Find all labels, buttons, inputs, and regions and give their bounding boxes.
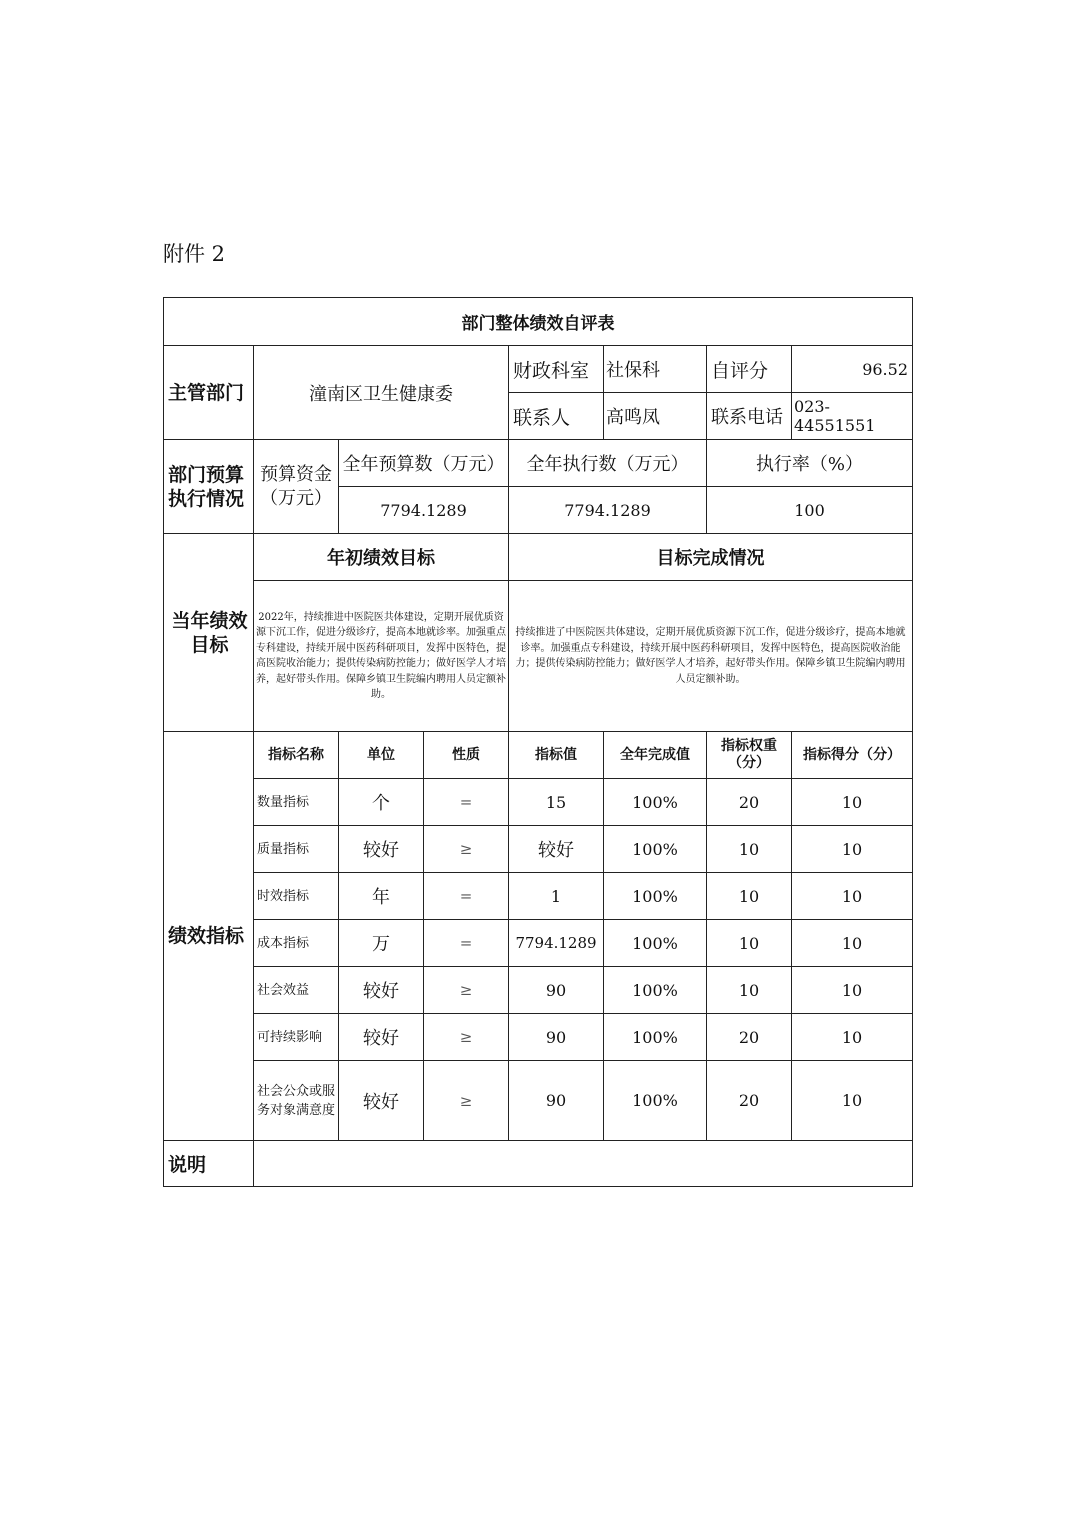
- indicator-name: 可持续影响: [254, 1014, 339, 1061]
- table-row: [164, 826, 913, 873]
- indicator-unit: 个: [339, 779, 424, 826]
- finance-office-label: 财政科室: [509, 346, 604, 393]
- indicator-unit: 较好: [339, 967, 424, 1014]
- annual-exec-label: 全年执行数（万元）: [509, 440, 707, 487]
- indicator-completion: 100%: [604, 779, 707, 826]
- goals-section-label: [164, 534, 254, 732]
- budget-funds-label: [254, 440, 339, 534]
- indicator-completion: 100%: [604, 967, 707, 1014]
- finance-office-value: 社保科: [604, 346, 707, 393]
- budget-funds-label-line1: 预算资金: [260, 463, 332, 485]
- initial-goal-text: 2022年，持续推进中医院医共体建设，定期开展优质资源下沉工作，促进分级诊疗，提高本地就诊率。加强重点专科建设，持续开展中医药科研项目，发挥中医特色，提高医院收治能力；提供传染病防控能力；做好医学人才培养，起好带头作用。保障乡镇卫生院编内聘用人员定额补助。: [254, 581, 509, 732]
- indicator-name: 社会效益: [254, 967, 339, 1014]
- indicator-nature: ≥: [424, 1061, 509, 1141]
- indicator-value-header: 指标值: [509, 732, 604, 779]
- table-row: [164, 873, 913, 920]
- indicator-weight-header: [707, 732, 792, 779]
- indicator-weight: 10: [707, 920, 792, 967]
- indicator-score: 10: [792, 873, 913, 920]
- indicator-unit: 较好: [339, 1061, 424, 1141]
- indicator-unit-header: 单位: [339, 732, 424, 779]
- budget-section-label-line2: 执行情况: [168, 487, 245, 510]
- initial-goal-header: 年初绩效目标: [254, 534, 509, 581]
- self-score-label: 自评分: [707, 346, 792, 393]
- indicator-completion: 100%: [604, 1061, 707, 1141]
- table-row: [164, 920, 913, 967]
- attachment-label: 附件 2: [163, 242, 226, 266]
- budget-funds-label-line2: （万元）: [260, 487, 332, 509]
- exec-rate-value: 100: [707, 487, 913, 534]
- indicator-score: 10: [792, 920, 913, 967]
- indicator-value: 90: [509, 967, 604, 1014]
- indicator-weight: 10: [707, 967, 792, 1014]
- goals-section-label-line2: 目标: [190, 633, 229, 656]
- indicator-weight: 20: [707, 1014, 792, 1061]
- indicator-value: 较好: [509, 826, 604, 873]
- indicator-nature: ≥: [424, 826, 509, 873]
- table-row: [164, 779, 913, 826]
- indicator-nature: ≥: [424, 967, 509, 1014]
- indicator-value: 90: [509, 1014, 604, 1061]
- indicator-name: 时效指标: [254, 873, 339, 920]
- indicator-value: 7794.1289: [509, 920, 604, 967]
- contact-value: 高鸣凤: [604, 393, 707, 440]
- indicator-value: 1: [509, 873, 604, 920]
- contact-label: 联系人: [509, 393, 604, 440]
- indicator-score-header: 指标得分（分）: [792, 732, 913, 779]
- form-title: 部门整体绩效自评表: [164, 298, 913, 346]
- indicator-name: 社会公众或服务对象满意度: [254, 1061, 339, 1141]
- indicator-unit: 万: [339, 920, 424, 967]
- indicator-nature: ≥: [424, 1014, 509, 1061]
- annual-exec-value: 7794.1289: [509, 487, 707, 534]
- indicator-score: 10: [792, 826, 913, 873]
- table-row: [164, 967, 913, 1014]
- completion-text: 持续推进了中医院医共体建设，定期开展优质资源下沉工作，促进分级诊疗，提高本地就诊率。加强重点专科建设，持续开展中医药科研项目，发挥中医特色，提高医院收治能力；提供传染病防控能力；做好医学人才培养，起好带头作用。保障乡镇卫生院编内聘用人员定额补助。: [509, 581, 913, 732]
- indicator-name: 质量指标: [254, 826, 339, 873]
- notes-value: [254, 1141, 913, 1187]
- indicator-completion: 100%: [604, 826, 707, 873]
- budget-section-label-line1: 部门预算: [168, 463, 245, 486]
- indicator-score: 10: [792, 779, 913, 826]
- indicator-nature: =: [424, 779, 509, 826]
- indicator-unit: 年: [339, 873, 424, 920]
- notes-label: 说明: [164, 1141, 254, 1187]
- annual-budget-label: 全年预算数（万元）: [339, 440, 509, 487]
- indicator-value: 90: [509, 1061, 604, 1141]
- annual-budget-value: 7794.1289: [339, 487, 509, 534]
- indicator-nature: =: [424, 920, 509, 967]
- indicators-section-label: 绩效指标: [164, 732, 254, 1141]
- indicator-weight-header-line1: 指标权重: [721, 738, 777, 754]
- self-score-value: 96.52: [792, 346, 913, 393]
- indicator-weight: 20: [707, 779, 792, 826]
- table-row: [164, 1061, 913, 1141]
- indicator-name: 成本指标: [254, 920, 339, 967]
- exec-rate-label: 执行率（%）: [707, 440, 913, 487]
- indicator-completion: 100%: [604, 920, 707, 967]
- completion-header: 目标完成情况: [509, 534, 913, 581]
- goals-section-label-line1: 当年绩效: [171, 609, 248, 632]
- indicator-completion-header: 全年完成值: [604, 732, 707, 779]
- indicator-name-header: 指标名称: [254, 732, 339, 779]
- indicator-weight: 10: [707, 873, 792, 920]
- phone-label: 联系电话: [707, 393, 792, 440]
- dept-value: 潼南区卫生健康委: [254, 346, 509, 440]
- indicator-completion: 100%: [604, 1014, 707, 1061]
- table-row: [164, 1014, 913, 1061]
- indicator-score: 10: [792, 967, 913, 1014]
- indicator-score: 10: [792, 1061, 913, 1141]
- indicator-nature-header: 性质: [424, 732, 509, 779]
- indicator-name: 数量指标: [254, 779, 339, 826]
- indicator-value: 15: [509, 779, 604, 826]
- indicator-weight: 20: [707, 1061, 792, 1141]
- dept-label: 主管部门: [164, 346, 254, 440]
- indicator-weight: 10: [707, 826, 792, 873]
- budget-section-label: [164, 440, 254, 534]
- phone-value: 023-44551551: [792, 393, 913, 440]
- indicator-unit: 较好: [339, 826, 424, 873]
- indicator-weight-header-line2: （分）: [728, 755, 770, 771]
- indicator-completion: 100%: [604, 873, 707, 920]
- self-evaluation-form: [163, 297, 913, 1187]
- indicator-unit: 较好: [339, 1014, 424, 1061]
- indicator-nature: =: [424, 873, 509, 920]
- indicator-score: 10: [792, 1014, 913, 1061]
